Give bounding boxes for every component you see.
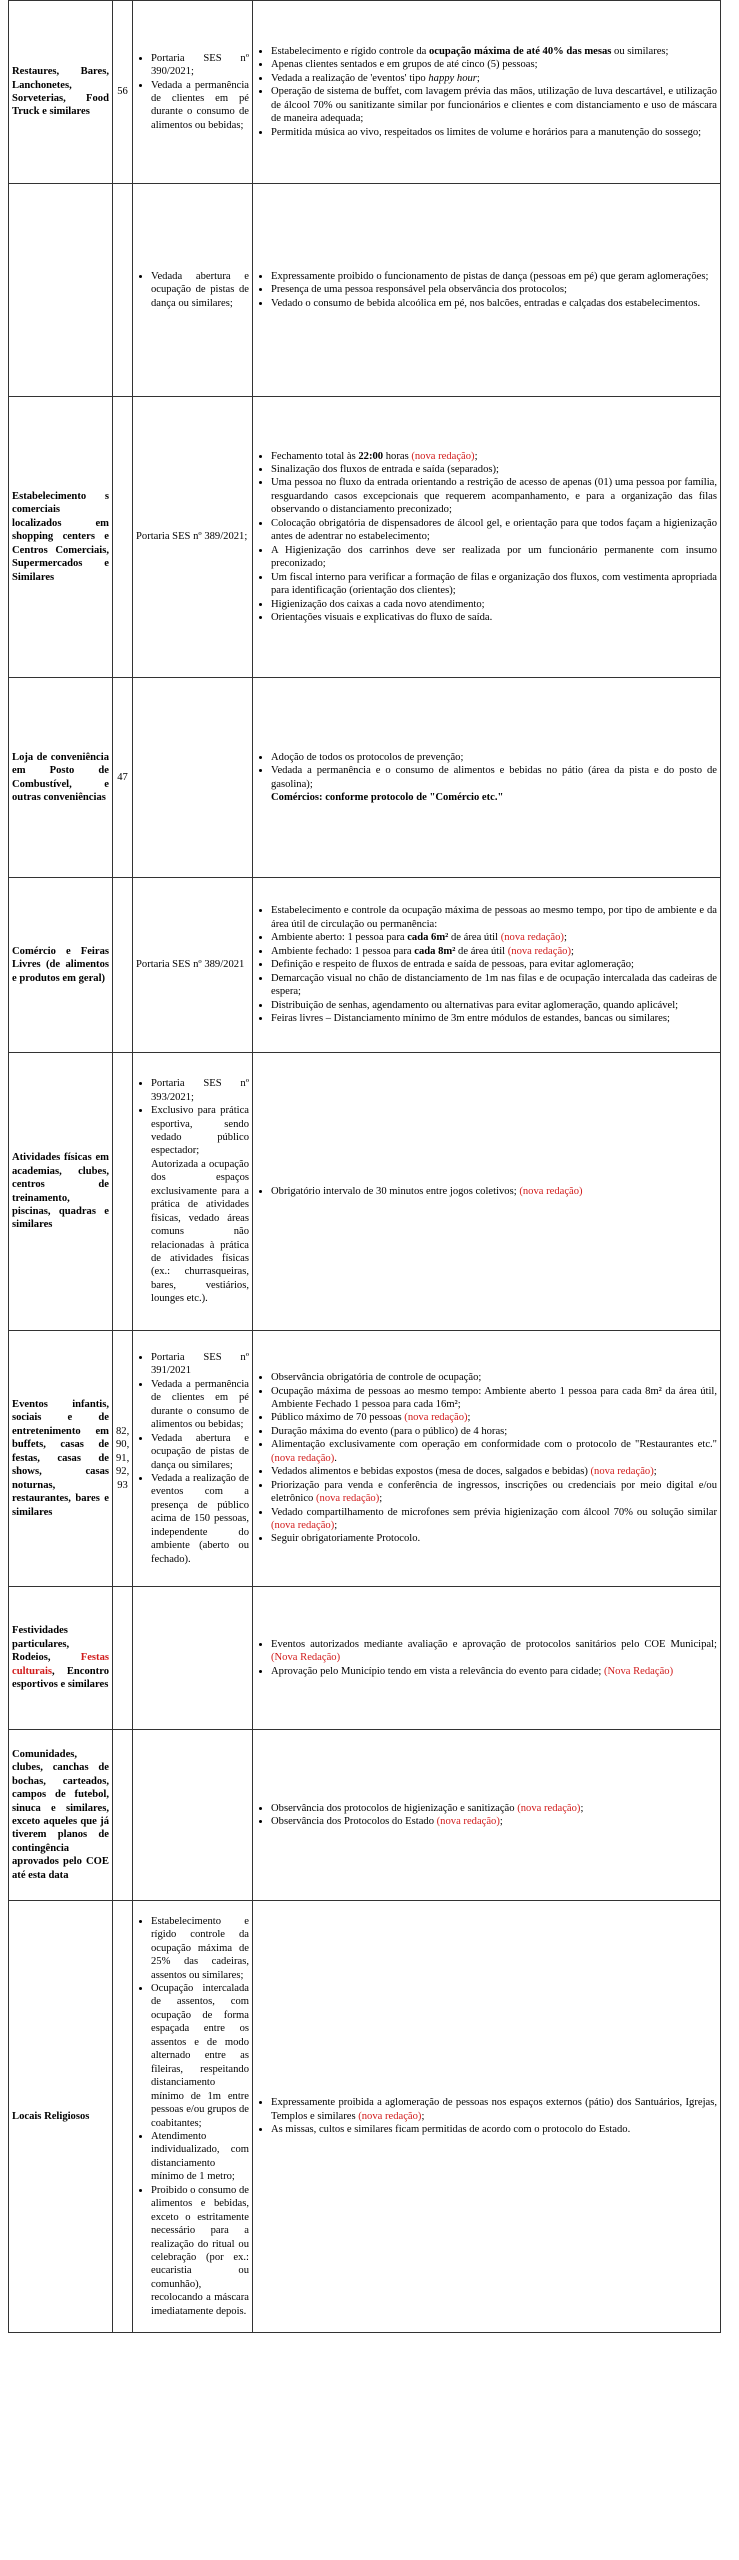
table-row [9, 1331, 721, 1587]
portaria-item: • Portaria SES nº 390/2021; [151, 52, 249, 79]
portaria-cell [133, 1331, 253, 1587]
portaria-item: • Portaria SES nº 391/2021 [151, 1351, 249, 1378]
activity-cell: Locais Religiosos [9, 1901, 113, 2333]
portaria-item: • Proibido o consumo de alimentos e bebidas, exceto o estritamente necessário para a realização do ritual ou celebração (por ex.: eucaristia ou comunhão), recolocando a máscara imediatamente depois. [151, 2184, 249, 2319]
rules-cell [253, 1730, 721, 1901]
rule-item: • Eventos autorizados mediante avaliação e aprovação de protocolos sanitários pelo COE Municipal; (Nova Redação) [271, 1638, 717, 1665]
activity-cell: Atividades físicas em academias, clubes, centros de treinamento, piscinas, quadras e similares [9, 1053, 113, 1331]
portaria-cell [133, 1053, 253, 1331]
rule-item: • Estabelecimento e rígido controle da ocupação máxima de até 40% das mesas ou similares; [271, 45, 717, 58]
rule-item: • Expressamente proibido o funcionamento de pistas de dança (pessoas em pé) que geram aglomerações; [271, 270, 717, 283]
rule-item: • Um fiscal interno para verificar a formação de filas e organização dos fluxos, com vestimenta apropriada para identificação (orientação dos clientes); [271, 571, 717, 598]
rule-item: • Apenas clientes sentados e em grupos de até cinco (5) pessoas; [271, 58, 717, 71]
rule-item: • Duração máxima do evento (para o público) de 4 horas; [271, 1425, 717, 1438]
portaria-item: • Ocupação intercalada de assentos, com ocupação de forma espaçada entre os assentos e de modo alternado entre as fileiras, respeitando distanciamento mínimo de 1m entre pessoas e/ou grupos de coabitantes; [151, 1982, 249, 2130]
rule-item: • Estabelecimento e controle da ocupação máxima de pessoas ao mesmo tempo, por tipo de ambiente e da área útil de circulação ou permanência: [271, 904, 717, 931]
rules-cell [253, 1, 721, 184]
table-row [9, 1901, 721, 2333]
cnae-cell: 56 [113, 1, 133, 184]
rule-item: • Permitida música ao vivo, respeitados os limites de volume e horários para a manutenção do sossego; [271, 126, 717, 139]
rule-item: • Público máximo de 70 pessoas (nova redação); [271, 1411, 717, 1424]
rules-cell [253, 1331, 721, 1587]
activity-cell: Festividades particulares, Rodeios, Festas culturais, Encontro esportivos e similares [9, 1587, 113, 1730]
activity-cell: Restaures, Bares, Lanchonetes, Sorveterias, Food Truck e similares [9, 1, 113, 184]
table-row [9, 184, 721, 397]
rule-item: • Observância dos Protocolos do Estado (nova redação); [271, 1815, 717, 1828]
rule-item: • As missas, cultos e similares ficam permitidas de acordo com o protocolo do Estado. [271, 2123, 717, 2136]
rule-item: • Ocupação máxima de pessoas ao mesmo tempo: Ambiente aberto 1 pessoa para cada 8m² da área útil, Ambiente Fechado 1 pessoa para cada 16m²; [271, 1385, 717, 1412]
portaria-item: • Vedada a realização de eventos com a presença de público acima de 150 pessoas, independente do ambiente (aberto ou fechado). [151, 1472, 249, 1566]
rule-item: • Ambiente aberto: 1 pessoa para cada 6m² de área útil (nova redação); [271, 931, 717, 944]
portaria-item: • Atendimento individualizado, com distanciamento mínimo de 1 metro; [151, 2130, 249, 2184]
portaria-item: • Vedada a permanência de clientes em pé durante o consumo de alimentos ou bebidas; [151, 79, 249, 133]
table-row [9, 678, 721, 878]
portaria-cell [133, 678, 253, 878]
rule-item: • Feiras livres – Distanciamento mínimo de 3m entre módulos de estandes, bancas ou similares; [271, 1012, 717, 1025]
activity-cell: Estabelecimento s comerciais localizados em shopping centers e Centros Comerciais, Supermercados e Similares [9, 397, 113, 678]
cnae-cell [113, 184, 133, 397]
rules-cell [253, 1901, 721, 2333]
rule-item: • Colocação obrigatória de dispensadores de álcool gel, e orientação para que todos façam a higienização antes de adentrar no estabelecimento; [271, 517, 717, 544]
cnae-cell [113, 1053, 133, 1331]
rule-item: • Vedada a realização de 'eventos' tipo happy hour; [271, 72, 717, 85]
rule-item: • Expressamente proibida a aglomeração de pessoas nos espaços externos (pátio) dos Santuários, Igrejas, Templos e similares (nova redação); [271, 2096, 717, 2123]
rules-cell [253, 678, 721, 878]
portaria-cell [133, 1587, 253, 1730]
rule-item: • Fechamento total às 22:00 horas (nova redação); [271, 450, 717, 463]
portaria-item: • Vedada a permanência de clientes em pé durante o consumo de alimentos ou bebidas; [151, 1378, 249, 1432]
portaria-note: Autorizada a ocupação dos espaços exclusivamente para a prática de atividades físicas, vedado áreas comuns não relacionadas à prática de atividades físicas (ex.: churrasqueiras, bares, vestiários, lounges etc.). [151, 1158, 249, 1305]
table-row [9, 1, 721, 184]
portaria-item: • Estabelecimento e rígido controle da ocupação máxima de 25% das cadeiras, assentos ou similares; [151, 1915, 249, 1982]
rule-item: • Sinalização dos fluxos de entrada e saída (separados); [271, 463, 717, 476]
rule-item: • Obrigatório intervalo de 30 minutos entre jogos coletivos; (nova redação) [271, 1185, 717, 1198]
rules-cell [253, 184, 721, 397]
rule-item: • Vedados alimentos e bebidas expostos (mesa de doces, salgados e bebidas) (nova redação); [271, 1465, 717, 1478]
activity-cell: Comunidades, clubes, canchas de bochas, carteados, campos de futebol, sinuca e similares, exceto aqueles que já tiverem planos de contingência aprovados pelo COE até esta data [9, 1730, 113, 1901]
activity-cell: Loja de conveniência em Posto de Combustível, e outras conveniências [9, 678, 113, 878]
cnae-cell [113, 397, 133, 678]
portaria-item: • Portaria SES nº 393/2021; [151, 1077, 249, 1104]
rule-item: • Vedado compartilhamento de microfones sem prévia higienização com álcool 70% ou solução similar (nova redação); [271, 1506, 717, 1533]
rule-item: • Vedada a permanência e o consumo de alimentos e bebidas no pátio (área da pista e do posto de gasolina); Comércios: conforme protocolo de "Comércio etc." [271, 764, 717, 804]
rule-item: • A Higienização dos carrinhos deve ser realizada por um funcionário permanente com insumo preconizado; [271, 544, 717, 571]
rule-item: • Seguir obrigatoriamente Protocolo. [271, 1532, 717, 1545]
rules-cell [253, 878, 721, 1053]
portaria-item: • Vedada abertura e ocupação de pistas de dança ou similares; [151, 1432, 249, 1472]
activity-cell: Comércio e Feiras Livres (de alimentos e produtos em geral) [9, 878, 113, 1053]
rules-cell [253, 1587, 721, 1730]
rule-item: • Priorização para venda e conferência de ingressos, inscrições ou credenciais por meio digital e/ou eletrônico (nova redação); [271, 1479, 717, 1506]
rules-cell [253, 1053, 721, 1331]
rule-item: • Operação de sistema de buffet, com lavagem prévia das mãos, utilização de luva descartável, e utilização de álcool 70% ou sanitizante similar por funcionários e clientes e com distanciamento e uso de máscara de maneira adequada; [271, 85, 717, 125]
portaria-cell [133, 1730, 253, 1901]
table-row [9, 397, 721, 678]
protocol-table [8, 0, 721, 2333]
cnae-cell [113, 878, 133, 1053]
portaria-cell [133, 1901, 253, 2333]
cnae-cell: 82, 90, 91, 92, 93 [113, 1331, 133, 1587]
rule-item: • Definição e respeito de fluxos de entrada e saída de pessoas, para evitar aglomeração; [271, 958, 717, 971]
table-row [9, 1587, 721, 1730]
rule-item: • Observância dos protocolos de higienização e sanitização (nova redação); [271, 1802, 717, 1815]
portaria-item: • Exclusivo para prática esportiva, sendo vedado público espectador; [151, 1104, 249, 1158]
rule-item: • Demarcação visual no chão de distanciamento de 1m nas filas e de ocupação intercalada das cadeiras de espera; [271, 972, 717, 999]
table-row [9, 1730, 721, 1901]
portaria-item: • Vedada abertura e ocupação de pistas de dança ou similares; [151, 270, 249, 310]
rule-item: • Orientações visuais e explicativas do fluxo de saída. [271, 611, 717, 624]
rule-item: • Observância obrigatória de controle de ocupação; [271, 1371, 717, 1384]
rule-item: • Adoção de todos os protocolos de prevenção; [271, 751, 717, 764]
cnae-cell [113, 1587, 133, 1730]
rule-item: • Aprovação pelo Município tendo em vista a relevância do evento para cidade; (Nova Redação) [271, 1665, 717, 1678]
rule-item: • Distribuição de senhas, agendamento ou alternativas para evitar aglomeração, quando aplicável; [271, 999, 717, 1012]
activity-cell [9, 184, 113, 397]
cnae-cell [113, 1901, 133, 2333]
rule-item: • Vedado o consumo de bebida alcoólica em pé, nos balcões, entradas e calçadas dos estabelecimentos. [271, 297, 717, 310]
rule-item: • Uma pessoa no fluxo da entrada orientando a restrição de acesso de apenas (01) uma pessoa por família, resguardando casos excepcionais que requerem acompanhamento, e para a organização das filas observando o distanciamento preconizado; [271, 476, 717, 516]
rule-item: • Presença de uma pessoa responsável pela observância dos protocolos; [271, 283, 717, 296]
portaria-cell [133, 1, 253, 184]
rule-item: • Alimentação exclusivamente com operação em conformidade com o protocolo de "Restaurantes etc." (nova redação). [271, 1438, 717, 1465]
portaria-cell [133, 184, 253, 397]
table-row [9, 1053, 721, 1331]
table-row [9, 878, 721, 1053]
portaria-cell: Portaria SES nº 389/2021 [133, 878, 253, 1053]
rule-item: • Ambiente fechado: 1 pessoa para cada 8m² de área útil (nova redação); [271, 945, 717, 958]
rules-cell [253, 397, 721, 678]
activity-cell: Eventos infantis, sociais e de entretenimento em buffets, casas de festas, casas de shows, casas noturnas, restaurantes, bares e similares [9, 1331, 113, 1587]
rule-item: • Higienização dos caixas a cada novo atendimento; [271, 598, 717, 611]
portaria-cell: Portaria SES nº 389/2021; [133, 397, 253, 678]
cnae-cell: 47 [113, 678, 133, 878]
cnae-cell [113, 1730, 133, 1901]
